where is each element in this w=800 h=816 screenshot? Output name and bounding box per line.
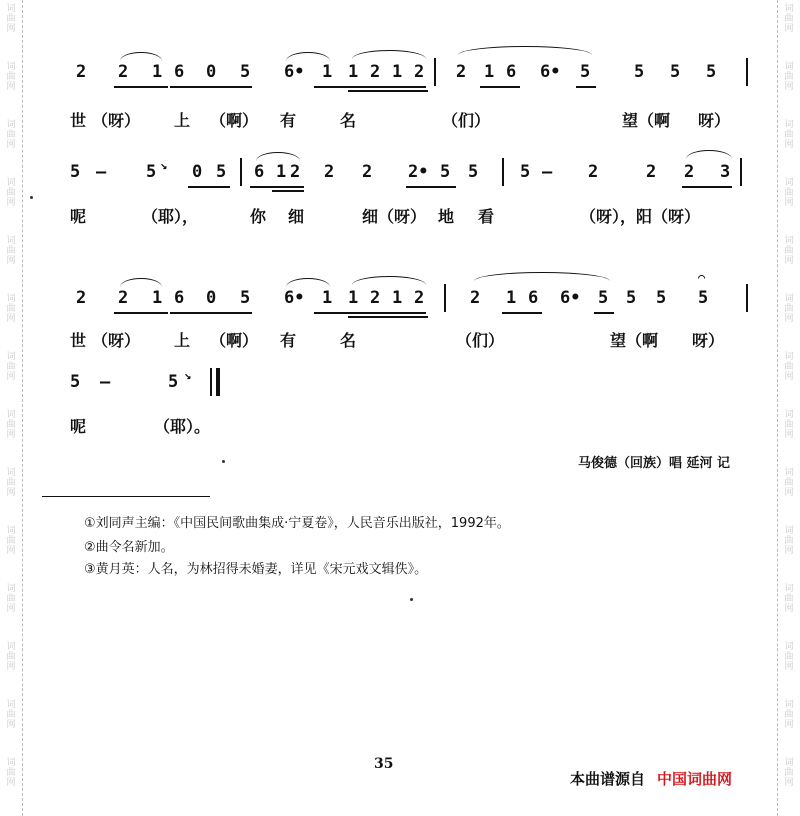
slur [120,52,162,61]
note: 1 [276,162,287,182]
lyric: 上 [174,111,191,130]
watermark-text: 词 曲 网 [784,236,794,266]
lyric-line-4 [70,410,750,440]
watermark-text: 词 曲 网 [6,642,16,672]
underline [348,316,428,318]
lyric: 名 [340,111,357,130]
note: 5 [240,288,251,308]
watermark-text: 词 曲 网 [784,526,794,556]
underline [682,186,732,188]
lyric: （啊） [210,331,259,350]
note: 5 [440,162,451,182]
scan-speck [222,460,225,463]
note: 1 [348,288,359,308]
underline [314,312,426,314]
watermark-text: 词 曲 网 [6,758,16,788]
lyric: （耶）。 [154,417,211,436]
bar-line [740,158,742,186]
arrow-icon: ↘ [184,368,192,382]
note: 2 [414,62,425,82]
lyric: 看 [478,207,495,226]
bar-line [502,158,504,186]
underline [480,86,520,88]
watermark-text: 词 曲 网 [784,352,794,382]
note: 2 [456,62,467,82]
note: 0 [206,288,217,308]
watermark-text: 词 曲 网 [784,642,794,672]
watermark-text: 词 曲 网 [6,62,16,92]
footnote-3: ③黄月英：人名，为林招得未婚妻，详见《宋元戏文辑佚》。 [84,562,428,577]
note: 2 [414,288,425,308]
bar-line [746,284,748,312]
note: 2 [588,162,599,182]
note: 5 [468,162,479,182]
lyric: 上 [174,331,191,350]
note: 5 [670,62,681,82]
lyric: 望（啊 [622,111,671,130]
underline [114,312,168,314]
note: 5 [698,288,709,308]
fermata-icon: ⌒ [698,270,706,284]
source-brand[interactable]: 中国词曲网 [657,770,733,788]
lyric: （呀） [92,111,141,130]
note: 2• [408,162,429,182]
watermark-text: 词 曲 网 [784,120,794,150]
note: 6 [174,288,185,308]
watermark-text: 词 曲 网 [6,526,16,556]
lyric: 世 [70,331,87,350]
watermark-text: 词 曲 网 [784,584,794,614]
lyric: 名 [340,331,357,350]
lyric: 细 [288,207,305,226]
lyric: 呀） [692,331,725,350]
lyric: 呢 [70,207,87,226]
lyric: （啊） [210,111,259,130]
source-prefix: 本曲谱源自 [570,770,646,788]
slur [352,50,426,59]
note: 5 [240,62,251,82]
footnote-2: ②曲令名新加。 [84,540,174,555]
slur [474,272,610,281]
lyric: 有 [280,331,297,350]
note: 2 [290,162,301,182]
note: 2 [118,62,129,82]
lyric: 世 [70,111,87,130]
scan-speck [30,196,33,199]
lyric-line-2 [70,200,750,230]
note: 1 [392,288,403,308]
lyric: （们） [456,331,505,350]
right-border [777,0,800,816]
slur [686,150,732,159]
note: 1 [348,62,359,82]
lyric: （呀） [92,331,141,350]
bar-line [746,58,748,86]
underline [272,190,304,192]
note: 5 [168,372,179,392]
watermark-text: 词 曲 网 [784,758,794,788]
watermark-text: 词 曲 网 [6,410,16,440]
underline [114,86,168,88]
note: 5 [706,62,717,82]
score-line-3 [70,270,750,316]
watermark-text: 词 曲 网 [784,4,794,34]
note: 6• [284,62,305,82]
watermark-text: 词 曲 网 [6,468,16,498]
note: — [100,372,111,392]
note: — [96,162,107,182]
note: 6 [506,62,517,82]
page-number: 35 [374,756,394,772]
slur [286,52,330,61]
note: 5 [598,288,609,308]
note: 1 [152,288,163,308]
note: 0 [192,162,203,182]
slur [286,278,330,287]
note: — [542,162,553,182]
underline [188,186,230,188]
note: 2 [362,162,373,182]
lyric-line-3 [70,324,750,354]
note: 5 [146,162,157,182]
note: 2 [370,62,381,82]
lyric: 地 [438,207,455,226]
note: 5 [634,62,645,82]
watermark-text: 词 曲 网 [784,410,794,440]
note: 6 [254,162,265,182]
watermark-text: 词 曲 网 [6,178,16,208]
note: 1 [392,62,403,82]
underline [406,186,456,188]
note: 1 [322,288,333,308]
lyric: （们） [442,111,491,130]
watermark-text: 词 曲 网 [6,700,16,730]
note: 1 [152,62,163,82]
watermark-text: 词 曲 网 [6,4,16,34]
note: 3 [720,162,731,182]
bar-line [240,158,242,186]
underline [348,90,428,92]
note: 2 [118,288,129,308]
lyric: 呢 [70,417,87,436]
note: 5 [656,288,667,308]
lyric: （耶）， [142,207,199,226]
note: 2 [646,162,657,182]
note: 2 [470,288,481,308]
note: 1 [322,62,333,82]
final-bar-line [210,368,212,396]
watermark-text: 词 曲 网 [784,178,794,208]
footnote-1: ①刘同声主编：《中国民间歌曲集成·宁夏卷》，人民音乐出版社，1992年。 [84,516,510,531]
lyric-line-1 [70,104,750,134]
lyric: 你 [250,207,267,226]
note: 6• [560,288,581,308]
note: 5 [626,288,637,308]
credit: 马俊德（回族）唱 延河 记 [577,456,730,471]
lyric: 望（啊 [610,331,659,350]
slur [352,276,426,285]
note: 2 [324,162,335,182]
underline [576,86,596,88]
lyric: 有 [280,111,297,130]
watermark-text: 词 曲 网 [784,294,794,324]
note: 5 [70,372,81,392]
watermark-text: 词 曲 网 [6,352,16,382]
watermark-text: 词 曲 网 [6,236,16,266]
lyric: 细（呀） [362,207,427,226]
note: 5 [520,162,531,182]
source-attribution [570,768,732,789]
underline [170,312,252,314]
note: 5 [216,162,227,182]
left-border [0,0,23,816]
final-bar-line [216,368,220,396]
score-line-2 [70,150,750,190]
note: 6 [174,62,185,82]
footnote-divider [42,496,210,497]
watermark-text: 词 曲 网 [784,700,794,730]
underline [594,312,614,314]
lyric: （呀），阳（呀） [580,207,701,226]
watermark-text: 词 曲 网 [6,120,16,150]
watermark-text: 词 曲 网 [784,62,794,92]
note: 2 [684,162,695,182]
note: 2 [76,62,87,82]
note: 1 [484,62,495,82]
note: 1 [506,288,517,308]
slur [458,46,592,55]
note: 6• [284,288,305,308]
note: 2 [370,288,381,308]
score-line-1 [70,50,750,90]
lyric: 呀） [698,111,731,130]
note: 6• [540,62,561,82]
underline [314,86,426,88]
underline [170,86,252,88]
watermark-text: 词 曲 网 [784,468,794,498]
underline [250,186,304,188]
slur [120,278,162,287]
slur [256,152,300,161]
score-line-4 [70,360,750,400]
note: 5 [580,62,591,82]
arrow-icon: ↘ [160,158,168,172]
bar-line [434,58,436,86]
note: 5 [70,162,81,182]
bar-line [444,284,446,312]
note: 6 [528,288,539,308]
watermark-text: 词 曲 网 [6,584,16,614]
watermark-text: 词 曲 网 [6,294,16,324]
scan-speck [410,598,413,601]
note: 0 [206,62,217,82]
note: 2 [76,288,87,308]
underline [502,312,542,314]
